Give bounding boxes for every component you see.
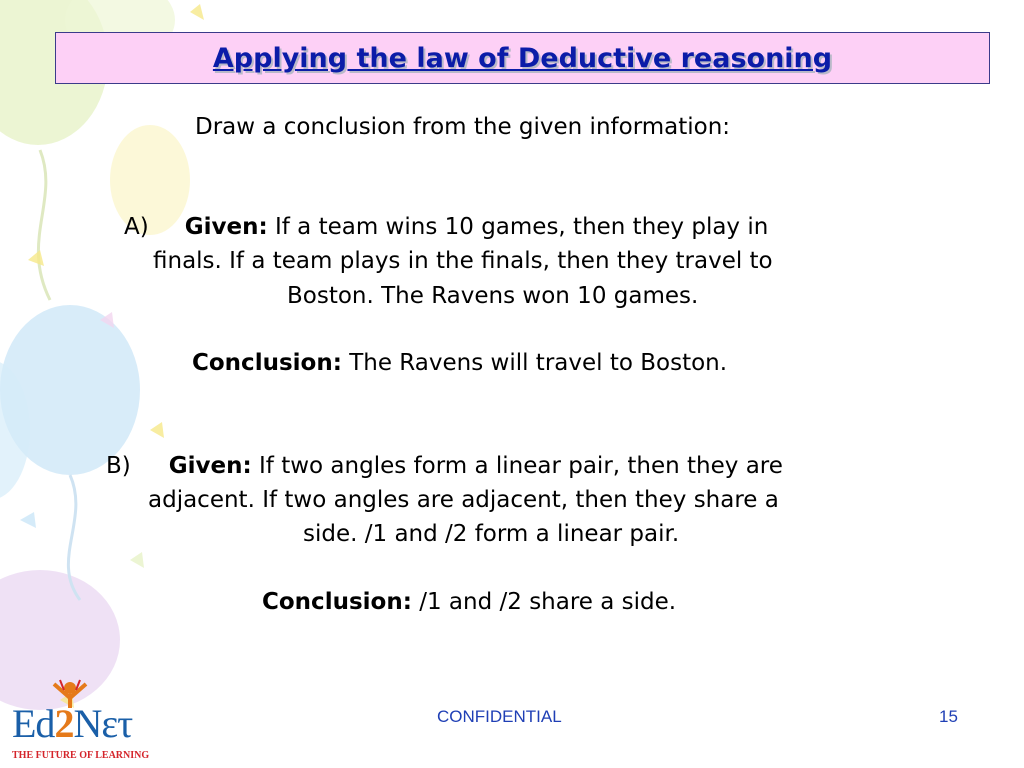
problem-a-given-line2: finals. If a team plays in the finals, then they travel to bbox=[153, 248, 773, 274]
problem-b-given-line2: adjacent. If two angles are adjacent, then they share a bbox=[148, 487, 779, 513]
problem-b-first-line bbox=[106, 453, 783, 479]
confetti-shape bbox=[190, 4, 204, 20]
problem-a-given-label: Given: bbox=[184, 214, 268, 240]
problem-a-marker: A) bbox=[124, 214, 149, 240]
confetti-shape bbox=[130, 552, 144, 568]
confetti-shape bbox=[20, 512, 36, 528]
logo-wordmark: Ed2Nετ bbox=[12, 701, 133, 746]
title-box bbox=[55, 32, 990, 84]
slide-title: Applying the law of Deductive reasoning bbox=[212, 42, 833, 74]
problem-a-given-line1: If a team wins 10 games, then they play in bbox=[274, 214, 769, 240]
ed2net-logo bbox=[8, 678, 168, 764]
problem-b-marker: B) bbox=[106, 453, 131, 479]
intro-text: Draw a conclusion from the given information: bbox=[195, 114, 731, 140]
problem-a-conclusion bbox=[192, 350, 727, 376]
problem-a-conclusion-text: The Ravens will travel to Boston. bbox=[349, 350, 728, 376]
page-number: 15 bbox=[939, 707, 958, 726]
problem-a-first-line bbox=[124, 214, 768, 240]
problem-b-conclusion-label: Conclusion: bbox=[262, 589, 412, 615]
balloon-string-shape bbox=[38, 150, 50, 300]
problem-a-conclusion-label: Conclusion: bbox=[192, 350, 342, 376]
problem-b-given-line1: If two angles form a linear pair, then they are bbox=[259, 453, 783, 479]
problem-b-given-line3: side. /1 and /2 form a linear pair. bbox=[303, 521, 680, 547]
problem-a-given-line3: Boston. The Ravens won 10 games. bbox=[287, 283, 699, 309]
problem-b-conclusion-text: /1 and /2 share a side. bbox=[419, 589, 677, 615]
problem-b-given-label: Given: bbox=[168, 453, 252, 479]
logo-tagline: THE FUTURE OF LEARNING bbox=[12, 750, 150, 761]
footer-confidential-label: CONFIDENTIAL bbox=[437, 707, 562, 726]
confetti-shape bbox=[150, 422, 164, 438]
problem-b-conclusion bbox=[262, 589, 676, 615]
confetti-shape bbox=[28, 250, 44, 266]
